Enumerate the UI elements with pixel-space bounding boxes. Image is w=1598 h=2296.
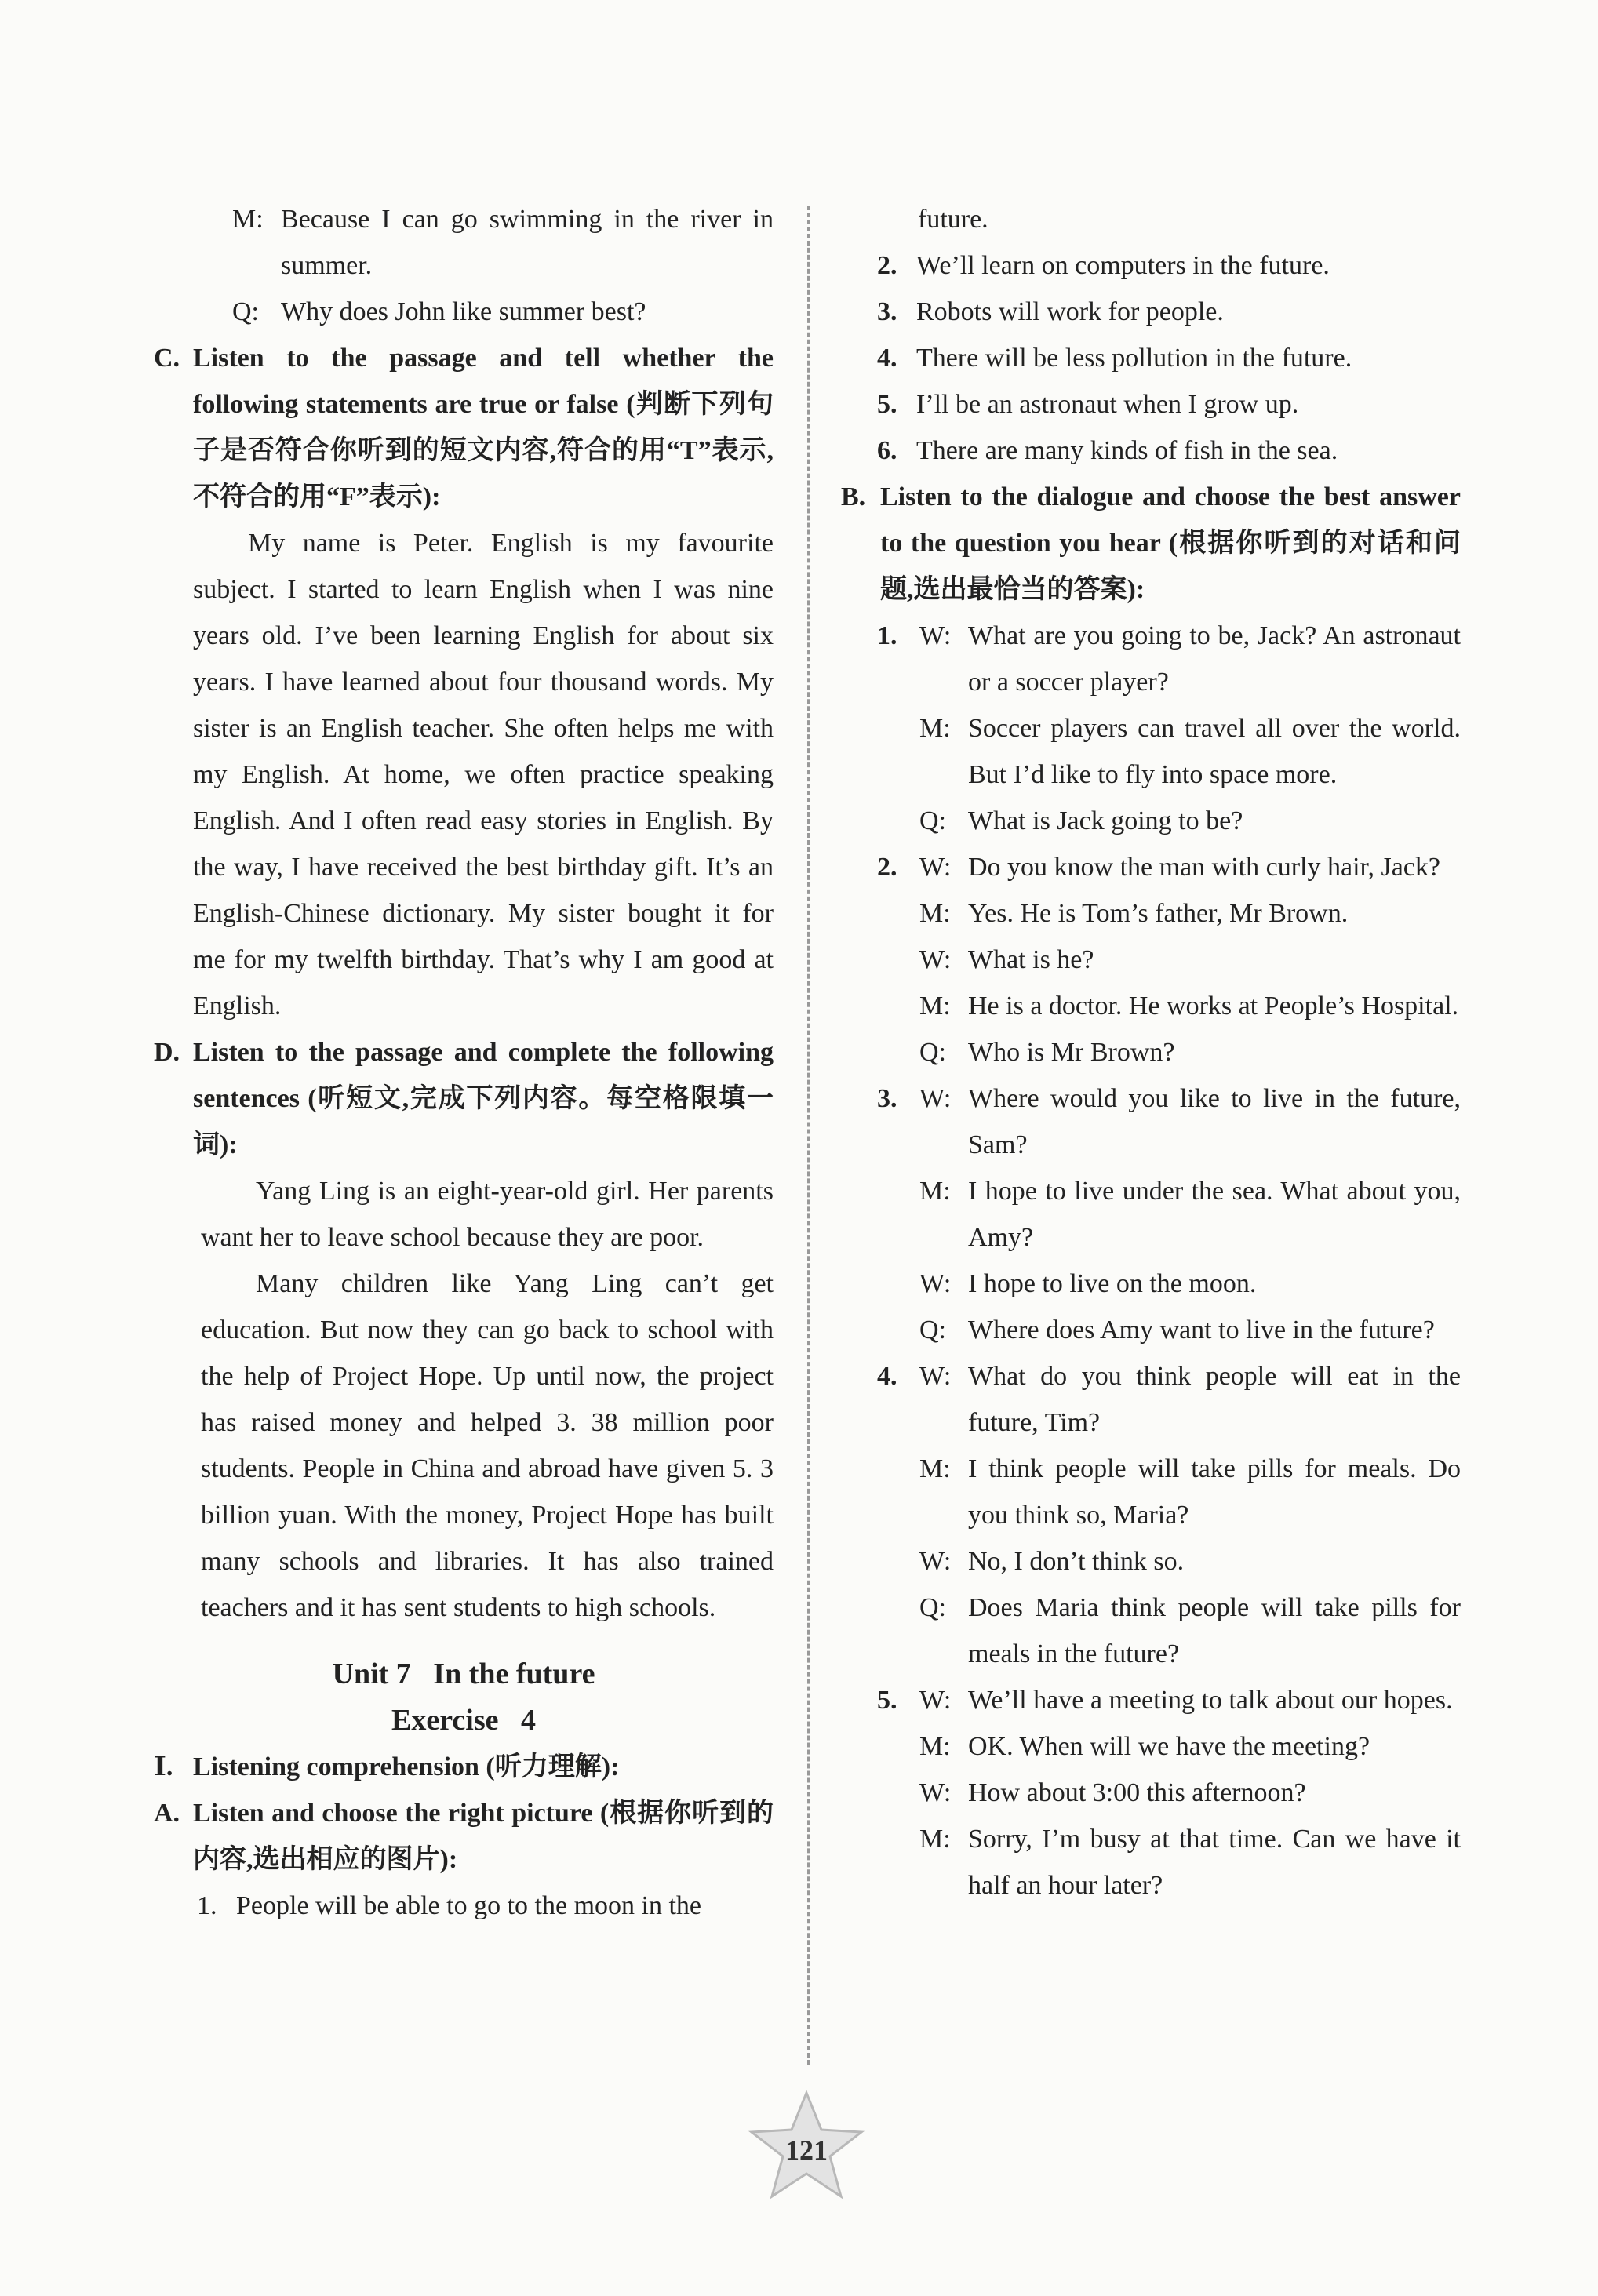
dialog-line xyxy=(841,613,1461,705)
unit-title: Unit 7 In the future xyxy=(332,1657,595,1690)
speaker-label: W: xyxy=(919,1778,952,1807)
passage-text: My name is Peter. English is my favourite subject. I started to learn English when I was nine years old. I’ve been learning English for about six years. I have learned about four thousand words. My sister is an English teacher. She often helps me with my English. At home, we often practice speaking English. And I often read easy stories in English. By the way, I have received the best birthday gift. It’s an English-Chinese dictionary. My sister bought it for me for my twelfth birthday. That’s why I am good at English. xyxy=(193,529,774,1021)
item-number: 2. xyxy=(877,251,897,280)
page-number: 121 xyxy=(785,2134,828,2166)
speaker-label: W: xyxy=(919,945,952,974)
section-instruction: Listen to the passage and tell whether the following statements are true or false (判断下列句子是否符合你听到的短文内容,符合的用“T”表示,不符合的用“F”表示): xyxy=(193,344,774,511)
speaker-label: W: xyxy=(919,853,952,882)
dialog-line xyxy=(841,798,1461,844)
item-number: 1. xyxy=(197,1891,217,1920)
section-instruction: Listen to the dialogue and choose the best answer to the question you hear (根据你听到的对话和问题,选出最恰当的答案): xyxy=(880,482,1461,604)
item-text: People will be able to go to the moon in the xyxy=(236,1891,702,1920)
dialog-line xyxy=(841,1446,1461,1538)
dialog-text: How about 3:00 this afternoon? xyxy=(968,1778,1306,1807)
speaker-label: M: xyxy=(919,1825,951,1854)
dialog-text: Soccer players can travel all over the world. But I’d like to fly into space more. xyxy=(968,714,1461,789)
dialog-text: Where would you like to live in the future, Sam? xyxy=(968,1084,1461,1159)
section-c-heading xyxy=(154,335,774,520)
item-text: Robots will work for people. xyxy=(916,297,1224,326)
speaker-label: W: xyxy=(919,1269,952,1298)
item-text: We’ll learn on computers in the future. xyxy=(916,251,1330,280)
sentence-item xyxy=(841,335,1461,381)
dialog-number xyxy=(841,1770,919,1816)
dialog-number xyxy=(841,890,919,937)
dialog-line xyxy=(841,983,1461,1029)
dialog-line xyxy=(841,1816,1461,1908)
continued-text: future. xyxy=(918,205,988,234)
speaker-label: M: xyxy=(919,714,951,743)
dialog-line xyxy=(841,1677,1461,1723)
dialog-line xyxy=(841,1261,1461,1307)
dialog-number xyxy=(841,798,919,844)
dialog-line xyxy=(841,1029,1461,1075)
passage-paragraph: Many children like Yang Ling can’t get education. But now they can go back to school with the help of Project Hope. Up until now, the project has raised money and helped 3. 38 million poor students. People in China and abroad have given 5. 3 billion yuan. With the money, Project Hope has built many schools and libraries. It has also trained teachers and it has sent students to high schools. xyxy=(201,1269,774,1622)
section-b-heading xyxy=(841,474,1461,613)
section-instruction: Listen to the passage and complete the following sentences (听短文,完成下列内容。每空格限填一词): xyxy=(193,1038,774,1159)
dialog-text: What are you going to be, Jack? An astronaut or a soccer player? xyxy=(968,621,1461,697)
page-number-badge xyxy=(744,2087,869,2204)
sentence-item xyxy=(841,381,1461,428)
speaker-label: M: xyxy=(919,992,951,1021)
dialog-line xyxy=(154,289,774,335)
sentence-item xyxy=(841,242,1461,289)
dialog-text: Sorry, I’m busy at that time. Can we have it half an hour later? xyxy=(968,1825,1461,1900)
item-number: 4. xyxy=(877,344,897,373)
dialog-line xyxy=(841,844,1461,890)
speaker-label: M: xyxy=(919,1177,951,1206)
dialog-number xyxy=(841,1723,919,1770)
dialog-number xyxy=(841,983,919,1029)
speaker-label: W: xyxy=(919,1362,952,1391)
dialog-number: 2. xyxy=(877,853,897,882)
dialog-number xyxy=(841,1816,919,1908)
dialog-list xyxy=(841,613,1461,1908)
dialog-number xyxy=(841,1585,919,1677)
exercise-title: Exercise 4 xyxy=(391,1704,536,1737)
dialog-number: 4. xyxy=(877,1362,897,1391)
dialog-number xyxy=(841,1446,919,1538)
dialog-text: I hope to live under the sea. What about you, Amy? xyxy=(968,1177,1461,1252)
dialog-line xyxy=(841,1723,1461,1770)
item-text: There will be less pollution in the future. xyxy=(916,344,1352,373)
speaker-label: Q: xyxy=(919,1315,946,1344)
dialog-number xyxy=(841,1538,919,1585)
dialog-text: No, I don’t think so. xyxy=(968,1547,1185,1576)
column-divider xyxy=(807,206,810,2065)
speaker-label: M: xyxy=(919,1454,951,1483)
list-item xyxy=(154,1883,774,1929)
dialog-text: Does Maria think people will take pills for meals in the future? xyxy=(968,1593,1461,1668)
dialog-text: What is he? xyxy=(968,945,1094,974)
dialog-line xyxy=(841,1353,1461,1446)
dialog-text: Do you know the man with curly hair, Jack? xyxy=(968,853,1440,882)
speaker-label: M: xyxy=(232,205,264,234)
sentence-item xyxy=(841,428,1461,474)
dialog-line xyxy=(841,705,1461,798)
dialog-text: Because I can go swimming in the river in summer. xyxy=(281,205,774,280)
section-label: D. xyxy=(154,1038,180,1067)
dialog-number xyxy=(841,1307,919,1353)
dialog-line xyxy=(841,890,1461,937)
speaker-label: W: xyxy=(919,1547,952,1576)
item-number: 6. xyxy=(877,436,897,465)
dialog-text: Where does Amy want to live in the future? xyxy=(968,1315,1435,1344)
dialog-text: Why does John like summer best? xyxy=(281,297,646,326)
dialog-number: 3. xyxy=(877,1084,897,1113)
item-text: I’ll be an astronaut when I grow up. xyxy=(916,390,1299,419)
dialog-text: I hope to live on the moon. xyxy=(968,1269,1257,1298)
speaker-label: Q: xyxy=(919,1038,946,1067)
left-column xyxy=(154,196,774,1929)
dialog-line xyxy=(154,196,774,289)
dialog-line xyxy=(841,1307,1461,1353)
dialog-line xyxy=(841,1075,1461,1168)
speaker-label: Q: xyxy=(232,297,259,326)
section-label: B. xyxy=(841,482,866,511)
sentence-item xyxy=(841,289,1461,335)
dialog-number xyxy=(841,1029,919,1075)
dialog-number: 1. xyxy=(877,621,897,650)
section-d-heading xyxy=(154,1029,774,1168)
speaker-label: Q: xyxy=(919,1593,946,1622)
speaker-label: W: xyxy=(919,621,952,650)
dialog-number xyxy=(841,1168,919,1261)
part-heading xyxy=(154,1744,774,1790)
dialog-line xyxy=(841,1585,1461,1677)
dialog-text: He is a doctor. He works at People’s Hospital. xyxy=(968,992,1459,1021)
dialog-line xyxy=(841,937,1461,983)
dialog-text: We’ll have a meeting to talk about our hopes. xyxy=(968,1686,1453,1715)
part-label: Ⅰ. xyxy=(154,1752,173,1781)
right-column xyxy=(841,196,1461,1908)
passage-paragraph: Yang Ling is an eight-year-old girl. Her parents want her to leave school because they are poor. xyxy=(201,1177,774,1252)
item-text: There are many kinds of fish in the sea. xyxy=(916,436,1338,465)
speaker-label: M: xyxy=(919,899,951,928)
dialog-number xyxy=(841,937,919,983)
item-number: 3. xyxy=(877,297,897,326)
dialog-text: What is Jack going to be? xyxy=(968,806,1243,835)
section-label: C. xyxy=(154,344,180,373)
section-instruction: Listen and choose the right picture (根据你听到的内容,选出相应的图片): xyxy=(193,1799,774,1874)
dialog-text: Yes. He is Tom’s father, Mr Brown. xyxy=(968,899,1349,928)
dialog-number xyxy=(841,705,919,798)
dialog-line xyxy=(841,1168,1461,1261)
dialog-text: I think people will take pills for meals. Do you think so, Maria? xyxy=(968,1454,1461,1530)
section-label: A. xyxy=(154,1799,180,1828)
sentence-list xyxy=(841,242,1461,474)
part-title: Listening comprehension (听力理解): xyxy=(193,1752,620,1781)
dialog-line xyxy=(841,1538,1461,1585)
speaker-label: W: xyxy=(919,1686,952,1715)
dialog-text: What do you think people will eat in the future, Tim? xyxy=(968,1362,1461,1437)
dialog-text: Who is Mr Brown? xyxy=(968,1038,1175,1067)
speaker-label: M: xyxy=(919,1732,951,1761)
dialog-number xyxy=(841,1261,919,1307)
speaker-label: Q: xyxy=(919,806,946,835)
item-number: 5. xyxy=(877,390,897,419)
dialog-text: OK. When will we have the meeting? xyxy=(968,1732,1370,1761)
dialog-number: 5. xyxy=(877,1686,897,1715)
speaker-label: W: xyxy=(919,1084,952,1113)
dialog-line xyxy=(841,1770,1461,1816)
section-a-heading xyxy=(154,1790,774,1883)
